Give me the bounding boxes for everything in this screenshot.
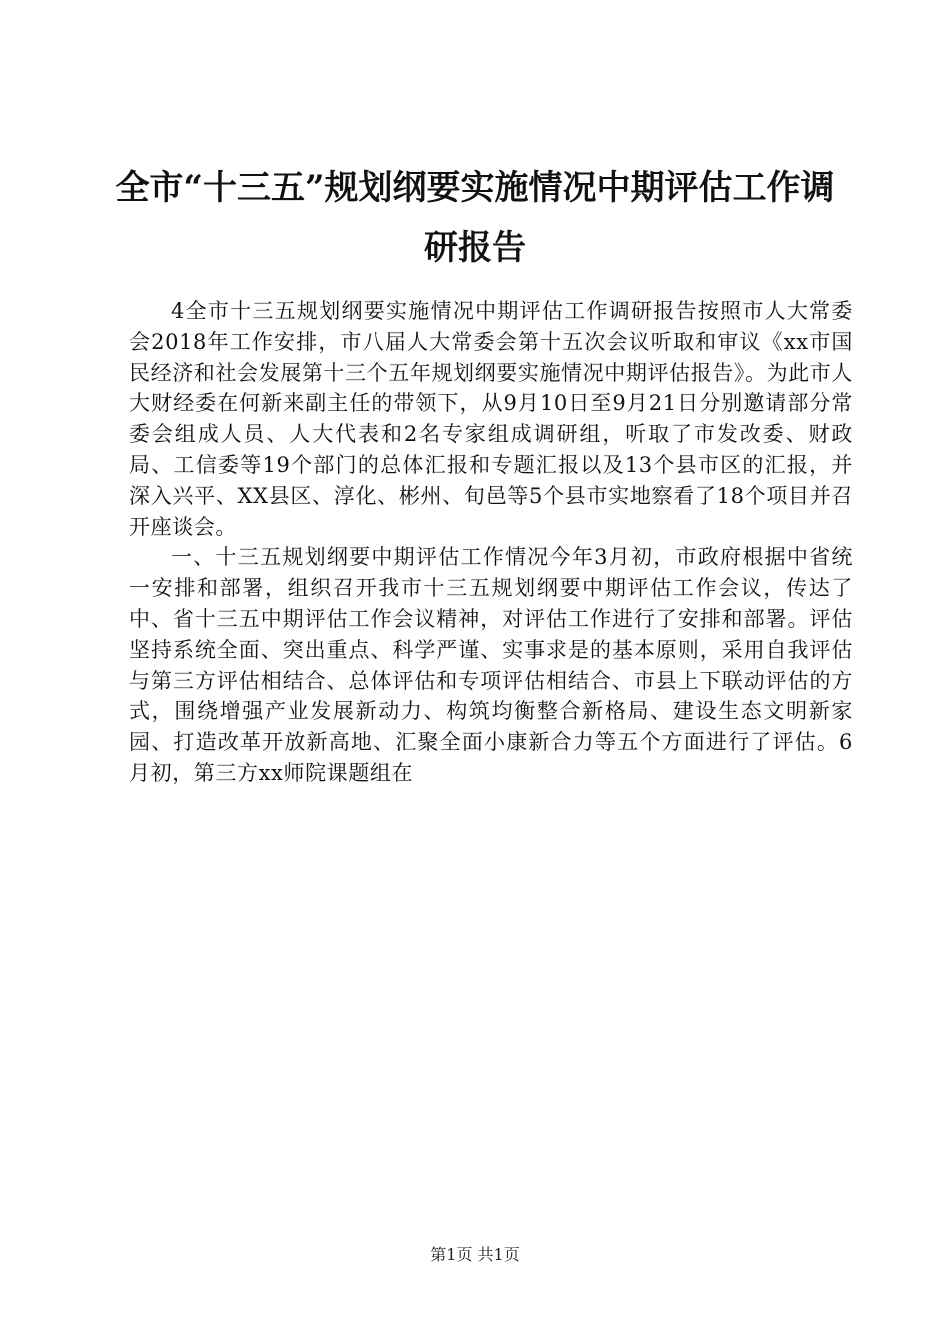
- page-footer: 第1页 共1页: [430, 1245, 520, 1264]
- document-title: 全市“十三五”规划纲要实施情况中期评估工作调研报告: [115, 168, 835, 268]
- paragraph-intro: 4全市十三五规划纲要实施情况中期评估工作调研报告按照市人大常委会2018年工作安排，市八届人大常委会第十五次会议听取和审议《xx市国民经济和社会发展第十三个五年规划纲要实施情况中期评估报告》。为此市人大财经委在何新来副主任的带领下，从9月10日至9月21日分别邀请部分常委会组成人员、人大代表和2名专家组成调研组，听取了市发改委、财政局、工信委等19个部门的总体汇报和专题汇报以及13个县市区的汇报，并深入兴平、XX县区、淳化、彬州、旬邑等5个县市实地察看了18个项目并召开座谈会。: [129, 299, 853, 539]
- paragraph-section-one: 一、十三五规划纲要中期评估工作情况今年3月初，市政府根据中省统一安排和部署，组织召开我市十三五规划纲要中期评估工作会议，传达了中、省十三五中期评估工作会议精神，对评估工作进行了安排和部署。评估坚持系统全面、突出重点、科学严谨、实事求是的基本原则，采用自我评估与第三方评估相结合、总体评估和专项评估相结合、市县上下联动评估的方式，围绕增强产业发展新动力、构筑均衡整合新格局、建设生态文明新家园、打造改革开放新高地、汇聚全面小康新合力等五个方面进行了评估。6月初，第三方xx师院课题组在: [129, 545, 853, 785]
- document-body: [129, 296, 853, 789]
